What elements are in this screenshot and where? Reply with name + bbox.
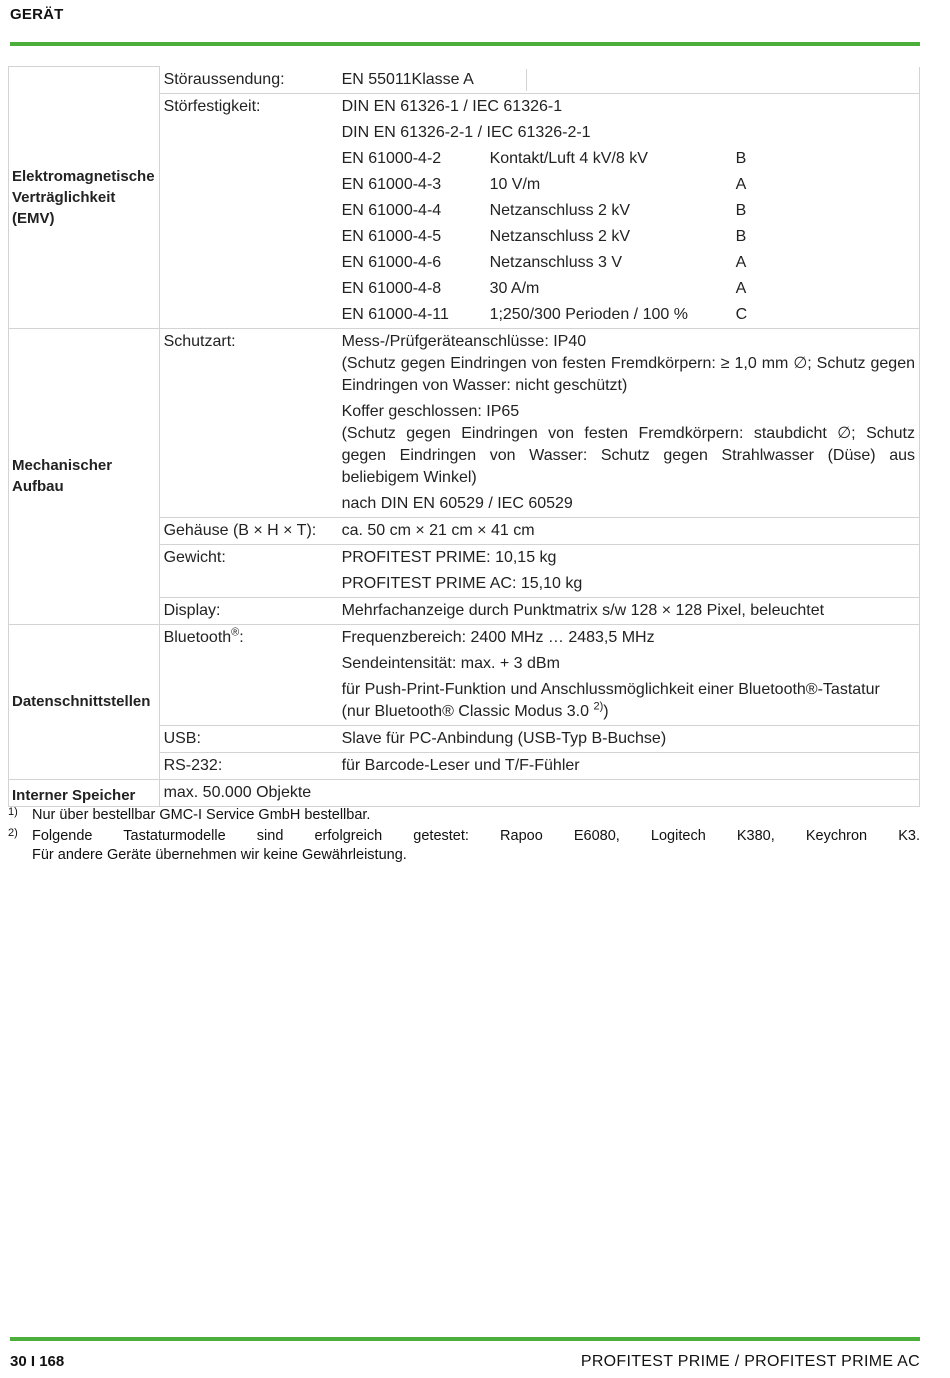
fest-desc: Netzanschluss 2 kV [489, 201, 631, 219]
schutzart-1: Mess-/Prüfgeräteanschlüsse: IP40 [341, 332, 587, 350]
value-display: Mehrfachanzeige durch Punktmatrix s/w 128 × 128 Pixel, beleuchtet [338, 597, 920, 624]
fest-row-6 [338, 250, 920, 276]
page-total: 168 [39, 1353, 65, 1370]
value-gehaeuse: ca. 50 cm × 21 cm × 41 cm [338, 517, 920, 544]
bluetooth-1: Frequenzbereich: 2400 MHz … 2483,5 MHz [341, 628, 655, 646]
footnote-1 [8, 806, 920, 825]
fest-desc: Netzanschluss 2 kV [489, 227, 631, 245]
fest-std: EN 61000-4-4 [341, 201, 442, 219]
footer-divider [10, 1337, 920, 1341]
label-gehaeuse: Gehäuse (B × H × T): [159, 517, 338, 544]
section-title: GERÄT [10, 6, 64, 23]
document-title: PROFITEST PRIME / PROFITEST PRIME AC [580, 1353, 920, 1370]
fest-criterion: B [735, 149, 747, 167]
fest-std: EN 61000-4-6 [341, 253, 442, 271]
fest-criterion: A [735, 175, 747, 193]
fest-row-8 [338, 302, 920, 329]
table-row [9, 779, 920, 806]
label-stoeraussendung: Störaussendung: [159, 67, 338, 94]
value-gewicht [338, 544, 920, 597]
bluetooth-label: Bluetooth [163, 628, 232, 646]
fest-desc: Netzanschluss 3 V [489, 253, 623, 271]
table-row [9, 67, 920, 94]
fest-desc: 1;250/300 Perioden / 100 % [489, 305, 688, 323]
schutzart-2: Koffer geschlossen: IP65 [341, 402, 520, 420]
label-schutzart: Schutzart: [159, 328, 338, 517]
fest-desc: Kontakt/Luft 4 kV/8 kV [489, 149, 648, 167]
label-stoerfestigkeit: Störfestigkeit: [163, 97, 261, 115]
fest-std: EN 61000-4-2 [341, 149, 442, 167]
bluetooth-3b [342, 701, 915, 723]
footnote-ref-2: 2) [593, 700, 604, 713]
bluetooth-3b-text: (nur Bluetooth® Classic Modus 3.0 [341, 702, 594, 720]
value-usb: Slave für PC-Anbindung (USB-Typ B-Buchse) [338, 725, 920, 752]
category-speicher: Interner Speicher [9, 779, 160, 806]
fest-row-7 [338, 276, 920, 302]
fest-std: EN 61000-4-11 [341, 305, 449, 323]
value-schutzart [338, 328, 920, 517]
footnote-2 [8, 827, 920, 865]
table-row [9, 328, 920, 517]
fest-desc: 10 V/m [489, 175, 541, 193]
fest-std: DIN EN 61326-2-1 / IEC 61326-2-1 [341, 123, 591, 141]
gewicht-2: PROFITEST PRIME AC: 15,10 kg [341, 574, 583, 592]
schutzart-1-detail: (Schutz gegen Eindringen von festen Fremdkörpern: ≥ 1,0 mm ∅; Schutz gegen Eindringen von Wasser: nicht geschützt) [341, 354, 915, 394]
schutzart-3: nach DIN EN 60529 / IEC 60529 [341, 494, 573, 512]
bluetooth-colon: : [239, 628, 244, 646]
category-mech-line2: Aufbau [12, 478, 64, 496]
page-current: 30 [10, 1353, 27, 1370]
fest-std: EN 61000-4-5 [341, 227, 442, 245]
fest-row-0 [338, 93, 920, 120]
fest-row-3 [338, 172, 920, 198]
fest-row-4 [338, 198, 920, 224]
bluetooth-2: Sendeintensität: max. + 3 dBm [341, 654, 560, 672]
footnotes [8, 806, 920, 867]
bluetooth-3b-close: ) [603, 702, 609, 720]
category-mech-line1: Mechanischer [12, 457, 113, 475]
fest-criterion: B [735, 227, 747, 245]
value-stoeraussendung [338, 67, 920, 94]
fest-criterion: C [735, 305, 748, 323]
footnote-text: Folgende Tastaturmodelle sind erfolgreich getestet: Rapoo E6080, Logitech K380, Keychron K3. [32, 828, 920, 844]
fest-criterion: A [735, 279, 747, 297]
label-usb: USB: [159, 725, 338, 752]
fest-desc: 30 A/m [489, 279, 540, 297]
category-emv [9, 67, 160, 329]
label-display: Display: [159, 597, 338, 624]
value-rs232: für Barcode-Leser und T/F-Fühler [338, 752, 920, 779]
fest-criterion: B [735, 201, 747, 219]
schutzart-2-detail: (Schutz gegen Eindringen von festen Fremdkörpern: staubdicht ∅; Schutz gegen Eindringen von Wasser: Schutz gegen Strahlwasser (Düse) aus beliebigem Winkel) [341, 424, 915, 486]
footnote-mark: 1) [8, 806, 18, 818]
value-speicher: max. 50.000 Objekte [159, 779, 919, 806]
fest-row-1 [338, 120, 920, 146]
table-row [9, 625, 920, 726]
category-datenschnittstellen: Datenschnittstellen [9, 625, 160, 780]
footnote-text: Nur über bestellbar GMC-I Service GmbH bestellbar. [32, 807, 371, 823]
value-stoeraussendung-text: EN 55011Klasse A [342, 69, 527, 91]
value-bluetooth [338, 625, 920, 726]
fest-criterion: A [735, 253, 747, 271]
label-gewicht: Gewicht: [159, 544, 338, 597]
spec-table [8, 66, 920, 807]
category-emv-line2: Verträglichkeit (EMV) [12, 188, 116, 227]
fest-std: DIN EN 61326-1 / IEC 61326-1 [341, 97, 563, 115]
gewicht-1: PROFITEST PRIME: 10,15 kg [341, 548, 557, 566]
footnote-mark: 2) [8, 827, 18, 839]
label-rs232: RS-232: [159, 752, 338, 779]
page-number [10, 1353, 64, 1370]
fest-row-5 [338, 224, 920, 250]
fest-std: EN 61000-4-8 [341, 279, 442, 297]
header-divider [10, 42, 920, 46]
fest-row-2 [338, 146, 920, 172]
label-bluetooth [159, 625, 338, 726]
registered-mark: ® [231, 626, 240, 639]
footnote-text-2: Für andere Geräte übernehmen wir keine Gewährleistung. [32, 847, 407, 863]
category-emv-line1: Elektromagnetische [12, 167, 155, 185]
page-separator: I [30, 1353, 36, 1370]
category-mechanik [9, 328, 160, 625]
fest-std: EN 61000-4-3 [341, 175, 442, 193]
bluetooth-3: für Push-Print-Funktion und Anschlussmöglichkeit einer Bluetooth®-Tastatur [341, 680, 880, 698]
